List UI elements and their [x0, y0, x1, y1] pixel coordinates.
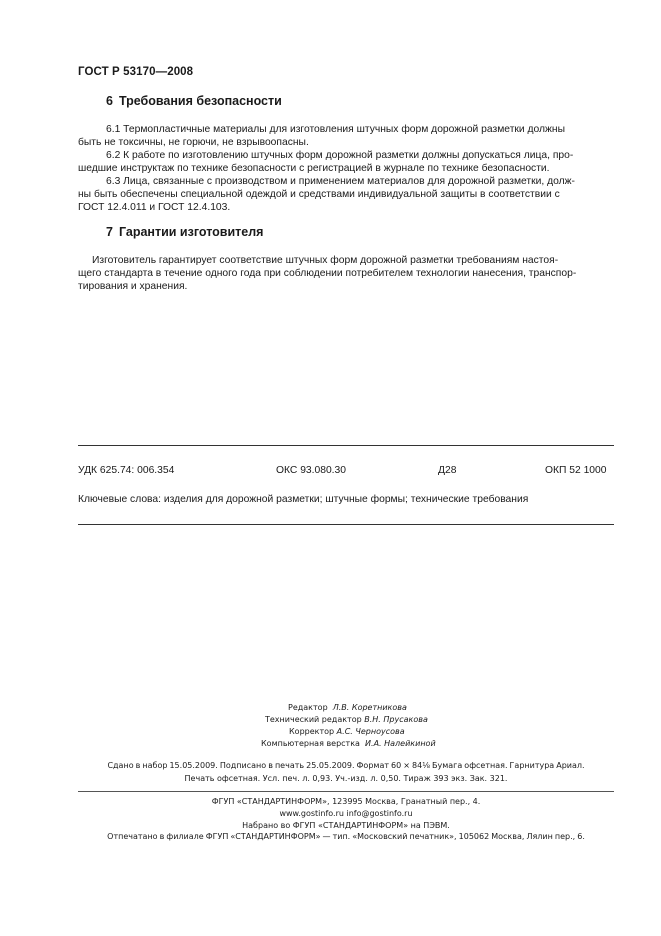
paragraph-line: тирования и хранения. [78, 281, 188, 292]
paragraph-line: ны быть обеспечены специальной одеждой и средствами индивидуальной защиты в соответствии с [78, 189, 560, 200]
credit-name: В.Н. Прусакова [364, 715, 428, 724]
okp-code: ОКП 52 1000 [545, 465, 607, 476]
credit-editor [288, 703, 407, 712]
group-code: Д28 [438, 465, 457, 476]
credit-name: И.А. Налейкиной [365, 739, 436, 748]
divider-imprint [78, 791, 614, 792]
paragraph-line: ГОСТ 12.4.011 и ГОСТ 12.4.103. [78, 202, 231, 213]
credit-layout [261, 739, 436, 748]
print-info-line-1: Сдано в набор 15.05.2009. Подписано в печать 25.05.2009. Формат 60 × 84⅛ Бумага офсетная. Гарнитура Ариал. [107, 761, 585, 770]
keywords: Ключевые слова: изделия для дорожной разметки; штучные формы; технические требования [78, 494, 529, 505]
section-6-number: 6 [106, 94, 113, 108]
paragraph-line: 6.1 Термопластичные материалы для изготовления штучных форм дорожной разметки должны [106, 124, 566, 135]
publisher-printed: Отпечатано в филиале ФГУП «СТАНДАРТИНФОРМ» — тип. «Московский печатник», 105062 Москва, Лялин пер., 6. [107, 832, 585, 841]
publisher-typeset: Набрано во ФГУП «СТАНДАРТИНФОРМ» на ПЭВМ. [242, 821, 450, 830]
paragraph-line: 6.2 К работе по изготовлению штучных форм дорожной разметки должны допускаться лица, про- [106, 150, 574, 161]
credit-label: Технический редактор [265, 715, 362, 724]
paragraph-6-3 [78, 175, 614, 214]
section-7-number: 7 [106, 225, 113, 239]
paragraph-line: 6.3 Лица, связанные с производством и применением материалов для дорожной разметки, долж- [106, 176, 575, 187]
credit-name: Л.В. Коретникова [332, 703, 407, 712]
paragraph-line: щего стандарта в течение одного года при соблюдении потребителем технологии нанесения, транспор- [78, 268, 577, 279]
divider-top [78, 445, 614, 446]
publisher-web: www.gostinfo.ru info@gostinfo.ru [279, 809, 413, 818]
oks-code: ОКС 93.080.30 [276, 465, 346, 476]
credit-label: Корректор [289, 727, 335, 736]
credit-tech-editor [265, 715, 428, 724]
publisher-address: ФГУП «СТАНДАРТИНФОРМ», 123995 Москва, Гранатный пер., 4. [211, 797, 481, 806]
paragraph-6-2 [78, 149, 614, 175]
paragraph-7 [78, 254, 614, 293]
paragraph-line: быть не токсичны, не горючи, не взрывоопасны. [78, 137, 309, 148]
section-6-title: Требования безопасности [118, 94, 282, 108]
credit-name: А.С. Черноусова [336, 727, 405, 736]
paragraph-line: шедшие инструктаж по технике безопасности с регистрацией в журнале по технике безопасности. [78, 163, 550, 174]
paragraph-6-1 [78, 123, 614, 149]
section-7-title: Гарантии изготовителя [118, 225, 264, 239]
credit-label: Редактор [288, 703, 328, 712]
section-7-heading [106, 225, 263, 239]
paragraph-line: Изготовитель гарантирует соответствие штучных форм дорожной разметки требованиям настоя- [92, 255, 559, 266]
document-header-code: ГОСТ Р 53170—2008 [78, 66, 194, 78]
credit-corrector [289, 727, 405, 736]
credit-label: Компьютерная верстка [261, 739, 360, 748]
divider-bottom [78, 524, 614, 525]
section-6-heading [106, 94, 282, 108]
udk-code: УДК 625.74: 006.354 [78, 465, 175, 476]
print-info-line-2: Печать офсетная. Усл. печ. л. 0,93. Уч.-изд. л. 0,50. Тираж 393 экз. Зак. 321. [184, 774, 508, 783]
